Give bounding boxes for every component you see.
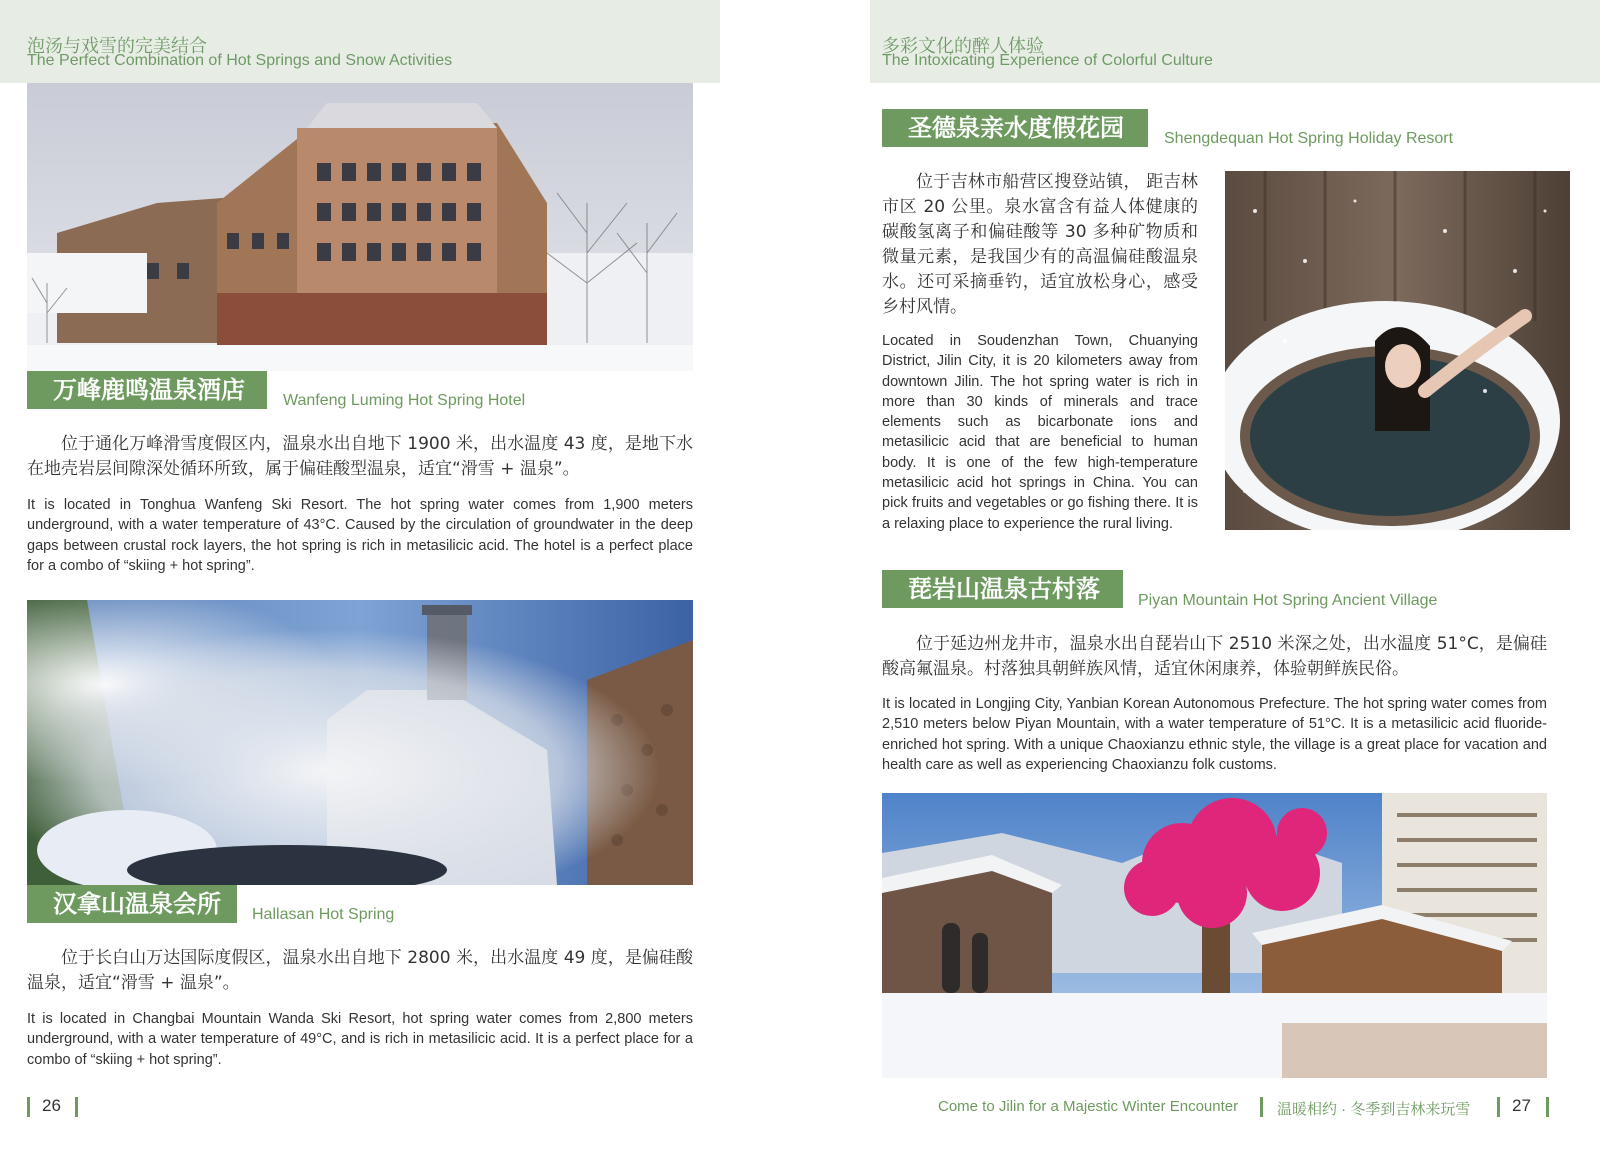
- right-header-title-cn: 多彩文化的醉人体验: [882, 36, 1044, 57]
- footer-divider: [1546, 1097, 1549, 1117]
- shengdequan-desc-en: Located in Soudenzhan Town, Chuanying District, Jilin City, it is 20 kilometers away from downtown Jilin. The hot spring water is rich in more than 30 kinds of minerals and trace elements such as bicarbonate ions and metasilicic acid that are beneficial to human body. It is one of the few high-temperature metasilicic acid hot springs in China. You can pick fruits and vegetables or go fishing there. It is a relaxing place to experience the rural living.: [882, 333, 1198, 532]
- right-header-band: [870, 0, 1600, 83]
- footer-divider: [27, 1097, 30, 1117]
- section-title-piyan: 琵岩山温泉古村落: [882, 570, 1123, 608]
- wanfeng-hotel-photo: [27, 83, 693, 371]
- page-number-left: 26: [42, 1096, 61, 1115]
- left-header-title-en: The Perfect Combination of Hot Springs and Snow Activities: [27, 52, 453, 69]
- section-title-hallasan: 汉拿山温泉会所: [27, 885, 237, 923]
- footer-slogan-en: Come to Jilin for a Majestic Winter Encounter: [938, 1098, 1239, 1115]
- footer-divider: [1497, 1097, 1500, 1117]
- shengdequan-desc-cn: 位于吉林市船营区搜登站镇， 距吉林市区 20 公里。泉水富含有益人体健康的碳酸氢离子和偏硅酸等 30 多种矿物质和微量元素，是我国少有的高温偏硅酸温泉水。还可采摘垂钓，适宜放松身心，感受乡村风情。: [882, 172, 1198, 317]
- section-subtitle-shengdequan: Shengdequan Hot Spring Holiday Resort: [1164, 130, 1454, 147]
- wanfeng-desc-en: It is located in Tonghua Wanfeng Ski Resort. The hot spring water comes from 1,900 meters underground, with a water temperature of 43°C. Caused by the circulation of groundwater in the deep gaps between crustal rock layers, the hot spring is rich in metasilicic acid. The hotel is a perfect place for a combo of “skiing + hot spring”.: [27, 497, 693, 574]
- page-gutter: [720, 0, 870, 1159]
- piyan-desc-en: It is located in Longjing City, Yanbian Korean Autonomous Prefecture. The hot spring water comes from 2,510 meters below Piyan Mountain, with a water temperature of 51°C. It is a metasilicic acid fluoride-enriched hot spring. With a unique Chaoxianzu ethnic style, the village is a great place for vacation and health care as well as experiencing Chaoxianzu folk customs.: [882, 696, 1547, 773]
- hallasan-desc-cn: 位于长白山万达国际度假区，温泉水出自地下 2800 米，出水温度 49 度，是偏硅酸温泉，适宜“滑雪 + 温泉”。: [27, 948, 693, 993]
- footer-divider: [75, 1097, 78, 1117]
- left-page: [0, 0, 720, 1159]
- hallasan-desc-en: It is located in Changbai Mountain Wanda Ski Resort, hot spring water comes from 2,800 meters underground, with a water temperature of 49°C, and is rich in metasilicic acid. It is a perfect place for a combo of “skiing + hot spring”.: [27, 1011, 693, 1068]
- section-title-wanfeng: 万峰鹿鸣温泉酒店: [27, 371, 267, 409]
- footer-slogan-cn: 温暖相约 · 冬季到吉林来玩雪: [1277, 1101, 1471, 1118]
- right-page: [870, 0, 1600, 1159]
- piyan-desc-cn: 位于延边州龙井市，温泉水出自琵岩山下 2510 米深之处，出水温度 51°C，是偏硅酸高氟温泉。村落独具朝鲜族风情，适宜休闲康养，体验朝鲜族民俗。: [882, 634, 1547, 679]
- section-subtitle-hallasan: Hallasan Hot Spring: [252, 906, 395, 923]
- left-header-title-cn: 泡汤与戏雪的完美结合: [27, 36, 207, 57]
- right-header-title-en: The Intoxicating Experience of Colorful Culture: [882, 52, 1213, 69]
- piyan-village-photo: [882, 793, 1547, 1078]
- footer-divider: [1260, 1097, 1263, 1117]
- shengdequan-photo: [1225, 171, 1570, 530]
- page-number-right: 27: [1512, 1096, 1531, 1115]
- section-title-shengdequan: 圣德泉亲水度假花园: [882, 109, 1148, 147]
- hallasan-photo: [27, 600, 693, 885]
- section-subtitle-piyan: Piyan Mountain Hot Spring Ancient Village: [1138, 592, 1438, 609]
- left-header-band: [0, 0, 720, 83]
- wanfeng-desc-cn: 位于通化万峰滑雪度假区内，温泉水出自地下 1900 米，出水温度 43 度，是地下水在地壳岩层间隙深处循环所致，属于偏硅酸型温泉，适宜“滑雪 + 温泉”。: [27, 434, 693, 479]
- section-subtitle-wanfeng: Wanfeng Luming Hot Spring Hotel: [283, 392, 526, 409]
